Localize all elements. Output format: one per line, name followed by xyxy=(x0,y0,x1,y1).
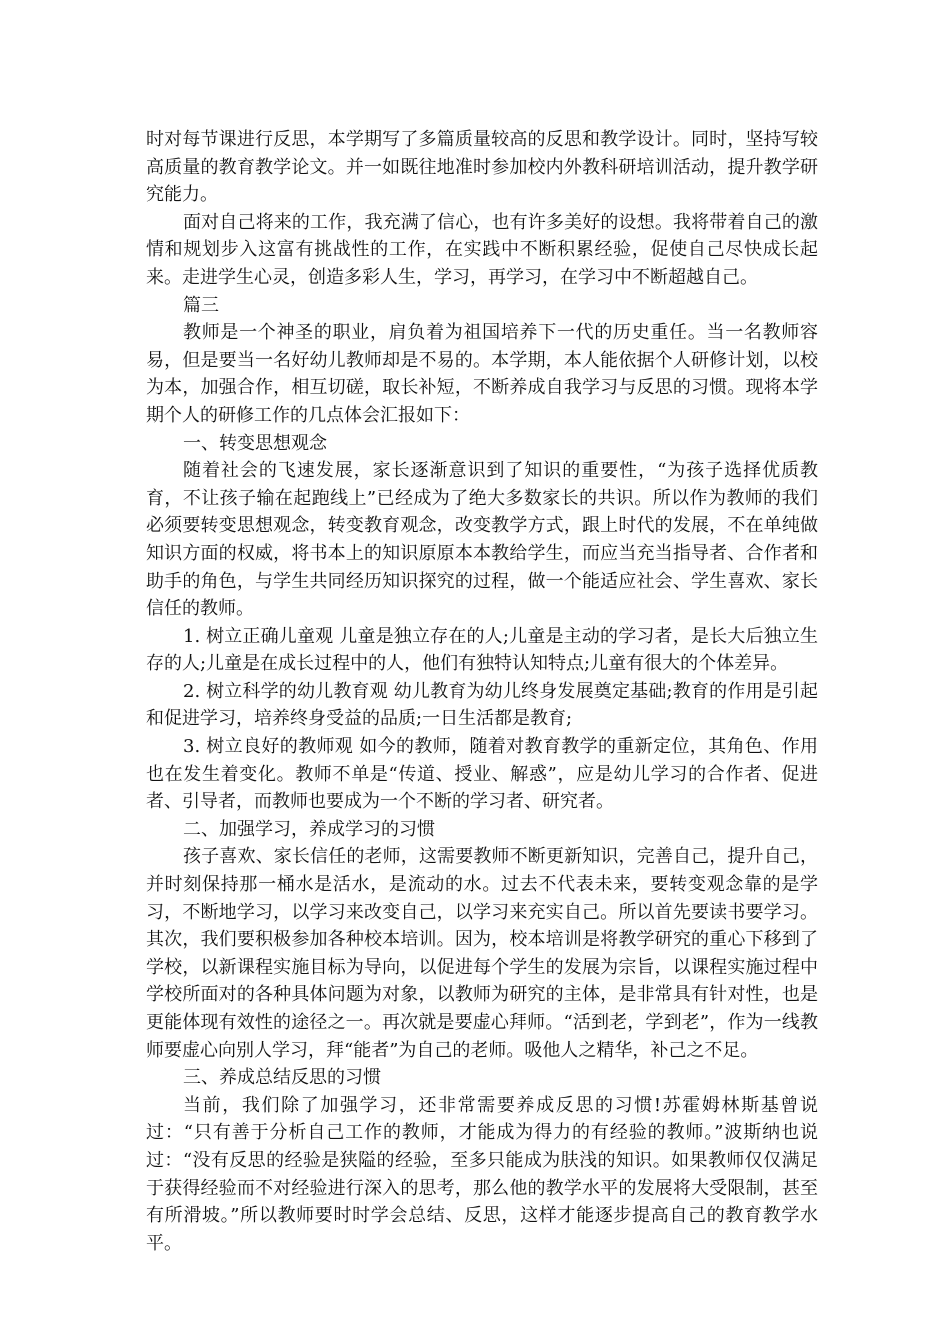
paragraph: 孩子喜欢、家长信任的老师，这需要教师不断更新知识，完善自己，提升自己，并时刻保持那一桶水是活水，是流动的水。过去不代表未来，要转变观念靠的是学习，不断地学习，以学习来改变自己，以学习来充实自己。所以首先要读书要学习。其次，我们要积极参加各种校本培训。因为，校本培训是将教学研究的重心下移到了学校，以新课程实施目标为导向，以促进每个学生的发展为宗旨，以课程实施过程中学校所面对的各种具体问题为对象，以教师为研究的主体，是非常具有针对性，也是更能体现有效性的途径之一。再次就是要虚心拜师。“活到老，学到老”，作为一线教师要虚心向别人学习，拜“能者”为自己的老师。吸他人之精华，补己之不足。 xyxy=(146,846,818,1061)
section-title-part-three: 篇三 xyxy=(183,294,219,316)
paragraph: 随着社会的飞速发展，家长逐渐意识到了知识的重要性，“为孩子选择优质教育，不让孩子输在起跑线上”已经成为了绝大多数家长的共识。所以作为教师的我们必须要转变思想观念，转变教育观念，改变教学方式，跟上时代的发展，不在单纯做知识方面的权威，将书本上的知识原原本本教给学生，而应当充当指导者、合作者和助手的角色，与学生共同经历知识探究的过程，做一个能适应社会、学生喜欢、家长信任的教师。 xyxy=(146,460,818,620)
section-heading-2: 二、加强学习，养成学习的习惯 xyxy=(183,818,435,840)
list-item-3: 3. 树立良好的教师观 如今的教师，随着对教育教学的重新定位，其角色、作用也在发生着变化。教师不单是“传道、授业、解惑”，应是幼儿学习的合作者、促进者、引导者，而教师也要成为一个不断的学习者、研究者。 xyxy=(146,736,818,813)
section-heading-3: 三、养成总结反思的习惯 xyxy=(183,1067,381,1089)
paragraph: 面对自己将来的工作，我充满了信心，也有许多美好的设想。我将带着自己的激情和规划步入这富有挑战性的工作，在实践中不断积累经验，促使自己尽快成长起来。走进学生心灵，创造多彩人生，学习，再学习，在学习中不断超越自己。 xyxy=(146,211,818,288)
list-item-2: 2. 树立科学的幼儿教育观 幼儿教育为幼儿终身发展奠定基础;教育的作用是引起和促进学习，培养终身受益的品质;一日生活都是教育; xyxy=(146,680,818,730)
list-item-1: 1. 树立正确儿童观 儿童是独立存在的人;儿童是主动的学习者，是长大后独立生存的人;儿童是在成长过程中的人，他们有独特认知特点;儿童有很大的个体差异。 xyxy=(146,625,818,675)
paragraph: 教师是一个神圣的职业，肩负着为祖国培养下一代的历史重任。当一名教师容易，但是要当一名好幼儿教师却是不易的。本学期，本人能依据个人研修计划，以校为本，加强合作，相互切磋，取长补短，不断养成自我学习与反思的习惯。现将本学期个人的研修工作的几点体会汇报如下： xyxy=(146,322,818,426)
paragraph: 当前，我们除了加强学习，还非常需要养成反思的习惯!苏霍姆林斯基曾说过：“只有善于分析自己工作的教师，才能成为得力的有经验的教师。”波斯纳也说过：“没有反思的经验是狭隘的经验，至多只能成为肤浅的知识。如果教师仅仅满足于获得经验而不对经验进行深入的思考，那么他的教学水平的发展将大受限制，甚至有所滑坡。”所以教师要时时学会总结、反思，这样才能逐步提高自己的教育教学水平。 xyxy=(146,1094,818,1254)
paragraph-continued: 时对每节课进行反思，本学期写了多篇质量较高的反思和教学设计。同时，坚持写较高质量的教育教学论文。并一如既往地准时参加校内外教科研培训活动，提升教学研究能力。 xyxy=(146,129,818,206)
document-body xyxy=(146,126,818,1257)
section-heading-1: 一、转变思想观念 xyxy=(183,432,327,454)
